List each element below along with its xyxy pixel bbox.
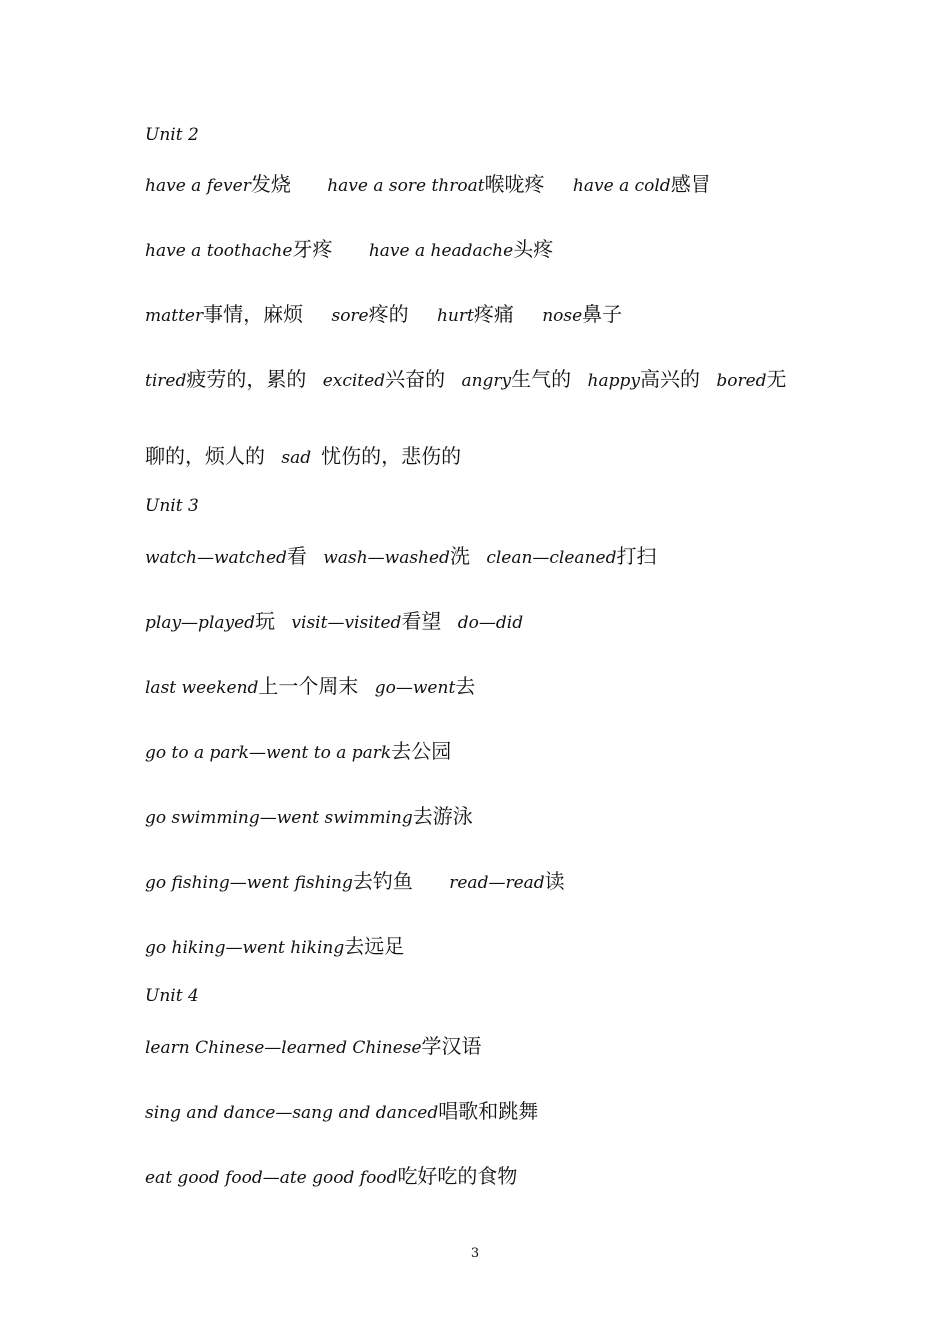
english-term: excited bbox=[322, 371, 386, 391]
english-term: go hiking—went hiking bbox=[145, 938, 345, 958]
chinese-meaning: 去 bbox=[455, 674, 476, 698]
english-term: angry bbox=[461, 371, 512, 391]
chinese-meaning: 高兴的 bbox=[639, 367, 700, 391]
english-term: sing and dance—sang and danced bbox=[145, 1103, 439, 1123]
english-term: wash—washed bbox=[323, 548, 450, 568]
chinese-meaning: 吃好吃的食物 bbox=[397, 1164, 518, 1188]
chinese-meaning: 生气的 bbox=[511, 367, 572, 391]
vocab-line bbox=[145, 802, 473, 832]
english-term: go—went bbox=[374, 678, 456, 698]
chinese-meaning: 读 bbox=[544, 869, 565, 893]
unit-4-heading: Unit 4 bbox=[145, 986, 199, 1006]
unit-3-heading: Unit 3 bbox=[145, 496, 199, 516]
vocab-line bbox=[145, 932, 404, 962]
vocab-line bbox=[145, 737, 451, 767]
english-term: bored bbox=[716, 371, 767, 391]
vocab-line bbox=[145, 300, 622, 330]
english-term: happy bbox=[587, 371, 640, 391]
chinese-meaning: 去远足 bbox=[344, 934, 405, 958]
english-term: read—read bbox=[449, 873, 545, 893]
vocab-line bbox=[145, 867, 565, 897]
vocab-line bbox=[145, 542, 656, 572]
chinese-meaning: 忧伤的，悲伤的 bbox=[321, 444, 462, 468]
chinese-meaning: 学汉语 bbox=[421, 1034, 482, 1058]
chinese-meaning: 兴奋的 bbox=[385, 367, 446, 391]
vocab-line bbox=[145, 672, 475, 702]
english-term: have a cold bbox=[572, 176, 671, 196]
english-term: have a fever bbox=[145, 176, 251, 196]
english-term: sore bbox=[331, 306, 369, 326]
chinese-meaning: 头疼 bbox=[513, 237, 554, 261]
chinese-meaning: 玩 bbox=[255, 609, 276, 633]
chinese-meaning: 洗 bbox=[449, 544, 470, 568]
chinese-meaning: 疼的 bbox=[368, 302, 409, 326]
chinese-meaning: 去钓鱼 bbox=[352, 869, 413, 893]
chinese-meaning: 聊的，烦人的 bbox=[145, 444, 265, 468]
english-term: do—did bbox=[457, 613, 524, 633]
english-term: watch—watched bbox=[145, 548, 287, 568]
english-term: have a sore throat bbox=[327, 176, 485, 196]
english-term: go fishing—went fishing bbox=[145, 873, 353, 893]
english-term: have a headache bbox=[368, 241, 514, 261]
english-term: play—played bbox=[145, 613, 256, 633]
english-term: go to a park—went to a park bbox=[145, 743, 392, 763]
english-term: have a toothache bbox=[145, 241, 293, 261]
vocab-line bbox=[145, 607, 523, 637]
chinese-meaning: 鼻子 bbox=[582, 302, 623, 326]
english-term: eat good food—ate good food bbox=[145, 1168, 398, 1188]
chinese-meaning: 疼痛 bbox=[473, 302, 514, 326]
page-number: 3 bbox=[470, 1246, 480, 1261]
chinese-meaning: 去公园 bbox=[391, 739, 452, 763]
chinese-meaning: 上一个周末 bbox=[258, 674, 359, 698]
chinese-meaning: 看望 bbox=[401, 609, 442, 633]
english-term: visit—visited bbox=[291, 613, 402, 633]
english-term: tired bbox=[145, 371, 187, 391]
english-term: hurt bbox=[436, 306, 474, 326]
english-term: go swimming—went swimming bbox=[145, 808, 413, 828]
vocab-line bbox=[145, 1032, 482, 1062]
english-term: sad bbox=[281, 448, 312, 468]
vocab-line bbox=[145, 170, 711, 200]
chinese-meaning: 看 bbox=[286, 544, 307, 568]
chinese-meaning: 打扫 bbox=[616, 544, 657, 568]
vocab-line bbox=[145, 1097, 538, 1127]
chinese-meaning: 牙疼 bbox=[292, 237, 333, 261]
chinese-meaning: 无 bbox=[766, 367, 787, 391]
chinese-meaning: 感冒 bbox=[670, 172, 711, 196]
chinese-meaning: 发烧 bbox=[250, 172, 291, 196]
english-term: last weekend bbox=[145, 678, 259, 698]
english-term: clean—cleaned bbox=[486, 548, 617, 568]
english-term: matter bbox=[145, 306, 204, 326]
english-term: learn Chinese—learned Chinese bbox=[145, 1038, 422, 1058]
chinese-meaning: 事情，麻烦 bbox=[203, 302, 304, 326]
vocab-line bbox=[145, 365, 787, 395]
vocab-line bbox=[145, 442, 461, 472]
vocab-line bbox=[145, 235, 553, 265]
chinese-meaning: 喉咙疼 bbox=[484, 172, 545, 196]
unit-2-heading: Unit 2 bbox=[145, 125, 199, 145]
english-term: nose bbox=[542, 306, 583, 326]
chinese-meaning: 去游泳 bbox=[412, 804, 473, 828]
vocab-line bbox=[145, 1162, 517, 1192]
chinese-meaning: 唱歌和跳舞 bbox=[438, 1099, 539, 1123]
chinese-meaning: 疲劳的，累的 bbox=[186, 367, 307, 391]
